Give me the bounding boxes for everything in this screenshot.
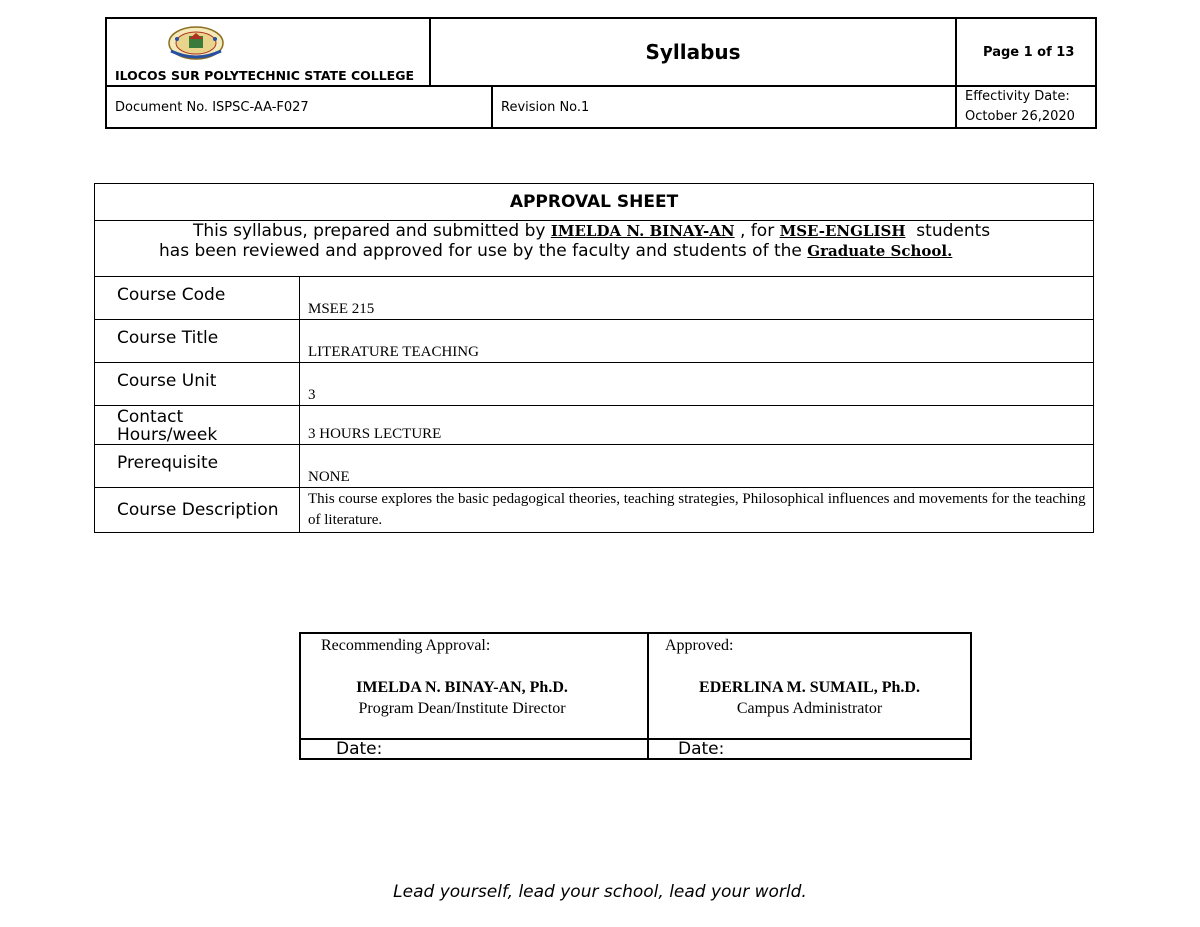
statement-text-2: , for <box>734 221 780 241</box>
school-name: Graduate School. <box>807 242 953 260</box>
document-title: Syllabus <box>430 18 956 86</box>
prerequisite-value: NONE <box>300 445 1094 488</box>
approval-statement <box>95 221 1094 277</box>
approved-caption: Approved: <box>665 637 734 654</box>
statement-text-1: This syllabus, prepared and submitted by <box>193 221 551 241</box>
date-right: Date: <box>648 739 971 759</box>
approved-name: EDERLINA M. SUMAIL, Ph.D. <box>699 679 920 696</box>
course-unit-label: Course Unit <box>95 363 300 406</box>
course-title-value: LITERATURE TEACHING <box>300 320 1094 363</box>
approval-sheet <box>94 183 1094 533</box>
signature-box <box>299 632 972 760</box>
document-number: Document No. ISPSC-AA-F027 <box>106 86 492 128</box>
recommending-cell <box>300 633 648 739</box>
course-description-value: This course explores the basic pedagogical theories, teaching strategies, Philosophical influences and movements for the teaching of literature. <box>300 488 1094 533</box>
course-description-label: Course Description <box>95 488 300 533</box>
effectivity-date: Effectivity Date: October 26,2020 <box>956 86 1096 128</box>
course-title-label: Course Title <box>95 320 300 363</box>
statement-text-4: has been reviewed and approved for use by the faculty and students of the <box>159 241 808 261</box>
contact-hours-label: Contact Hours/week <box>95 406 300 445</box>
course-code-value: MSEE 215 <box>300 277 1094 320</box>
institution-name: ILOCOS SUR POLYTECHNIC STATE COLLEGE <box>115 68 415 83</box>
recommending-caption: Recommending Approval: <box>321 637 491 654</box>
recommending-name: IMELDA N. BINAY-AN, Ph.D. <box>356 679 568 696</box>
institution-cell <box>106 18 430 86</box>
page-indicator: Page 1 of 13 <box>956 18 1096 86</box>
footer-motto: Lead yourself, lead your school, lead your world. <box>393 882 807 902</box>
approval-sheet-title: APPROVAL SHEET <box>95 184 1094 221</box>
preparer-name: IMELDA N. BINAY-AN <box>550 222 735 240</box>
recommending-role: Program Dean/Institute Director <box>358 700 566 717</box>
date-left: Date: <box>300 739 648 759</box>
program-name: MSE-ENGLISH <box>779 222 906 240</box>
statement-text-3: students <box>905 221 991 241</box>
contact-hours-value: 3 HOURS LECTURE <box>300 406 1094 445</box>
approved-cell <box>648 633 971 739</box>
approved-role: Campus Administrator <box>736 700 883 717</box>
course-unit-value: 3 <box>300 363 1094 406</box>
college-seal-logo <box>167 25 225 61</box>
document-header <box>105 17 1097 129</box>
course-code-label: Course Code <box>95 277 300 320</box>
prerequisite-label: Prerequisite <box>95 445 300 488</box>
revision-number: Revision No.1 <box>492 86 956 128</box>
